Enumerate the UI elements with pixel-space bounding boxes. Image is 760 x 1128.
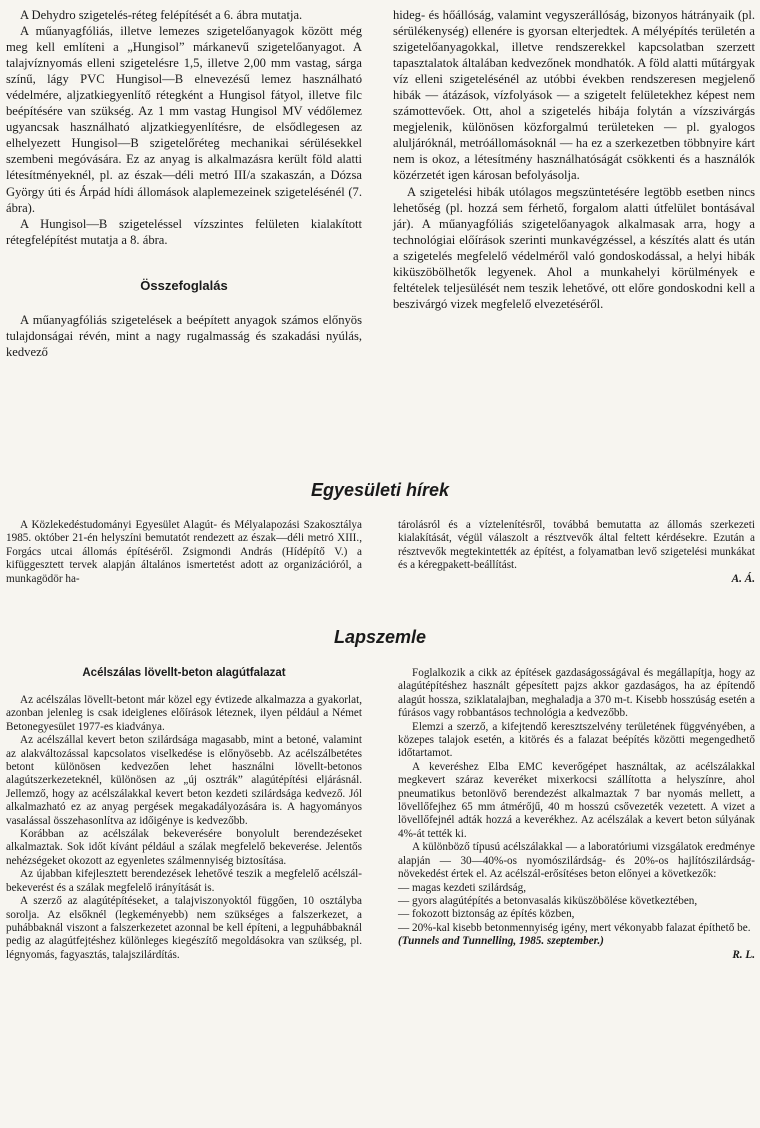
- list-item: — magas kezdeti szilárdság,: [398, 881, 526, 894]
- paragraph: A műanyagfóliás szigetelések a beépített anyagok számos előnyös tulajdonságai révén, mint a nagy rugalmasság és szakadási nyúlás, kedvező: [6, 312, 362, 359]
- reference-line: [398, 935, 755, 948]
- top-right-column: [393, 7, 755, 312]
- section-title-egyesuleti-hirek: Egyesületi hírek: [310, 480, 450, 500]
- paragraph: A Hungisol—B szigeteléssel vízszintes felületen kialakított rétegfelépítést mutatja a 8. ábra.: [6, 216, 362, 247]
- advantages-list: [398, 882, 755, 936]
- signature: A. Á.: [731, 572, 755, 585]
- signature: R. L.: [732, 948, 755, 961]
- paragraph: A szerző az alagútépítéseket, a talajviszonyoktól függően, 10 osztályba sorolja. Az elsőknél (legkeményebb) nem szükséges a falszerkezet, a puhábbaknál viszont a falszerkezetet azonnal be kell építeni, a legpuhábbaknál pedig az alagútfejtéshez különleges kiegészítő megoldásokra van szükség, pl. légnyomás, fagyasztás, talajszilárdítás.: [6, 895, 362, 961]
- article-title: Acélszálas lövellt-beton alagútfalazat: [82, 667, 286, 679]
- list-item: — gyors alagútépítés a betonvasalás kiküszöbölése következtében,: [398, 894, 698, 907]
- reference: (Tunnels and Tunnelling, 1985. szeptember.): [398, 935, 604, 948]
- paragraph: hideg- és hőállóság, valamint vegyszerállóság, bizonyos hátrányaik (pl. sérülékenység) ellenére is gyorsan elterjedtek. A mélyépítés területén a szigetelőanyagokkal, illetve rendszerekkel kapcsolatban szerzett tapasztalatok általában kedvezőnek mondhatók. A föld alatti műtárgyak víz elleni szigetelésénél az utóbbi években rendszeresen megjelenő hibák — átázások, vízfolyások — a szigetelt felületekhez képest nem számottevőek. Ott, ahol a szigetelés hibája folytán a vízszivárgás megjelenik, különösen közforgalmú területeken — pl. gyalogos aluljáróknál, metróállomásoknál — ha ez a szerkezetben többnyire kárt nem is okoz, a létesítmény használhatóságát csökkenti és a használók közérzetét igen károsan befolyásolja.: [393, 8, 755, 183]
- signature-line: [398, 949, 755, 962]
- top-left-column: [6, 7, 362, 360]
- section-title-lapszemle: Lapszemle: [333, 627, 427, 647]
- list-item: — 20%-kal kisebb betonmennyiség igény, mert vékonyabb falazat építhető be.: [398, 921, 751, 934]
- paragraph: tárolásról és a víztelenítésről, továbbá bemutatta az állomás szerkezeti kialakítását, végül válaszolt a résztvevők által feltett kérdésekre. Ezután a résztvevők megtekintették az építést, a folyamatban levő szigetelési munkákat és a kéregpakett-beállítást.: [398, 519, 755, 572]
- list-item: — fokozott biztonság az építés közben,: [398, 908, 575, 921]
- paragraph: A szigetelési hibák utólagos megszüntetésére legtöbb esetben nincs lehetőség (pl. hozzá sem férhető, forgalom alatti útfelület bontásával jár). A műanyagfóliás szigetelőanyagok alkalmasak arra, hogy a technológiai előírások szerinti munkavégzéssel, a készítés alatt és után a szigetelés megfelelő védelméről való gondoskodással, a helyi hibák kiküszöbölhetők legyenek. Ahol a munkahelyi körülmények e feltételek teljesülését nem teszik lehetővé, ott előre gondoskodni kell a beszivárgó vizek megfelelő elvezetéséről.: [393, 184, 755, 311]
- paragraph: A Közlekedéstudományi Egyesület Alagút- és Mélyalapozási Szakosztálya 1985. október 21-én helyszíni bemutatót rendezett az észak—déli metró XIII., Forgács utcai állomás építéséről. Zsigmondi András (Hídépítő V.) a kifüggesztett tervek alapján általános ismertetést adott az organizációról, a munkagödör ha-: [6, 519, 362, 585]
- news-right-column: [398, 519, 755, 586]
- paragraph: A Dehydro szigetelés-réteg felépítését a 6. ábra mutatja.: [20, 8, 303, 22]
- section-heading-osszefoglalas: Összefoglalás: [140, 277, 228, 293]
- paragraph: A keveréshez Elba EMC keverőgépet használtak, az acélszálakkal megkevert száraz keveréket mixerkocsi szállította a helyszínre, ahol pneumatikus betonlövő berendezést alkalmaztak 7 bar nyomás mellett, a lövellőfejhez 65 mm átmérőjű, 40 m hosszú csővezeték vezetett. A vizet a lövellőfejnél adták hozzá a keverékhez. Az acélszálak a kevert beton súlyának 4%-át tették ki.: [398, 760, 755, 840]
- review-left-column: [6, 666, 362, 962]
- paragraph: A különböző típusú acélszálakkal — a laboratóriumi vizsgálatok eredménye alapján — 30—40%-os nyomószilárdság- és 20%-os hajlítószilárdság-növekedést értek el. Az acélszál-erősítéses beton előnyei a következők:: [398, 841, 755, 881]
- paragraph: A műanyagfóliás, illetve lemezes szigetelőanyagok között még meg kell említeni a „Hungisol” márkanevű szigetelőanyagot. A talajvíznyomás elleni szigetelésre 1,5, illetve 2,00 mm vastag, sárga színű, lágy PVC Hungisol—B elnevezésű lemez használható védelmére, aljzatkiegyenlítő rétegként a Hungisol fátyol, illetve filc beépítésére van szükség. Az 1 mm vastag Hungisol MV védőlemez ugyancsak használható aljzatkiegyenlítésre, de elsődlegesen az elhelyezett Hungisol—B szigetelőréteg mechanikai sérülésekkel szembeni megóvására. Ez az anyag is alkalmazásra került föld alatti létesítményeknél, pl. az észak—déli metró III/a szakaszán, a Dózsa György úti és Árpád hídi állomások alaplemezeinek szigetelésénél (7. ábra).: [6, 24, 362, 215]
- paragraph: Korábban az acélszálak bekeverésére bonyolult berendezéseket alkalmaztak. Sok időt kívánt például a szálak megfelelő bekeverése. Jelentős nehézségeket okozott az egyenletes szálmennyiség biztosítása.: [6, 828, 362, 867]
- review-right-column: [398, 667, 755, 962]
- paragraph: Elemzi a szerző, a kifejtendő keresztszelvény területének függvényében, a közepes talajok esetén, a kitörés és a falazat beépítés közötti megengedhető időtartamot.: [398, 720, 755, 760]
- paragraph: Az acélszálas lövellt-betont már közel egy évtizede alkalmazza a gyakorlat, azonban jelenleg is csak ideiglenes előírások léteznek, ilyen például a Német Betonegyesület 1977-es kiadványa.: [6, 694, 362, 733]
- news-left-column: [6, 519, 362, 586]
- paragraph: Az újabban kifejlesztett berendezések lehetővé teszik a megfelelő acélszál-bekeverést és a szálak megfelelő irányítását is.: [6, 868, 362, 894]
- paragraph: Az acélszállal kevert beton szilárdsága magasabb, mint a betoné, valamint az alakváltozással kapcsolatos viselkedése is előnyösebb. Az acélszálbetétes betont különösen kedvezően lehet használni lövellt-betonos alagútszerkezeteknél, különösen az „új osztrák” alagútépítési eljárásnál. Jellemző, hogy az acélszálakkal kevert beton kezdeti szilárdsága kedvező. Jól alkalmazható ez az anyag pergések megakadályozására is. A hagyományos vasalással összehasonlítva az időigénye is kedvezőbb.: [6, 734, 362, 827]
- paragraph: Foglalkozik a cikk az építések gazdaságosságával és megállapítja, hogy az alagútépítéshez használt gépesített pajzs akkor gazdaságos, ha az építendő alagút hossza, sziklatalajban, meghaladja a 370 m-t. Kisebb hosszúság esetén a fúrásos vagy robbantásos technológia a kedvezőbb.: [398, 667, 755, 720]
